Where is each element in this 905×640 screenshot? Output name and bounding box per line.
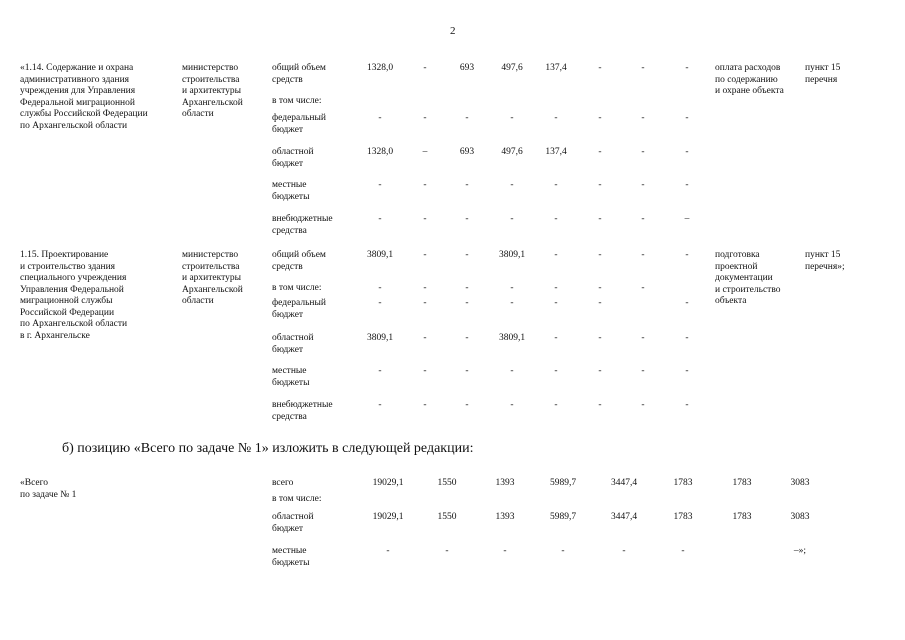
- sec-1-14-row-label-line: бюджет: [272, 158, 304, 169]
- sec-1-15-title-line: по Архангельской области: [20, 319, 128, 329]
- sec-1-14-cell: 693: [459, 63, 475, 73]
- sec-1-15-cell: -: [378, 298, 382, 308]
- sec-1-14-title-line: Федеральной миграционной: [20, 97, 135, 108]
- sec-1-15-cell: -: [641, 333, 645, 343]
- total-cell: 1783: [673, 512, 693, 522]
- sec-1-14-result-line: и охране объекта: [715, 86, 784, 96]
- sec-1-14-cell: -: [685, 180, 689, 190]
- sec-1-15-cell: -: [554, 250, 558, 260]
- total-cell: 19029,1: [372, 478, 404, 488]
- sec-1-15-cell: -: [510, 400, 514, 410]
- sec-1-15-cell: -: [465, 298, 469, 308]
- sec-1-15-cell: -: [598, 250, 602, 260]
- total-cell: 1393: [495, 478, 515, 488]
- sec-1-14-executor-line: министерство: [182, 63, 239, 73]
- total-cell: 3083: [790, 512, 810, 522]
- sec-1-15-cell: -: [554, 333, 558, 343]
- sec-1-14-row-label-line: средств: [272, 74, 303, 85]
- sec-1-15-cell: -: [554, 400, 558, 410]
- sec-1-14-cell: –: [422, 147, 428, 157]
- total-cell: 3447,4: [610, 512, 638, 522]
- sec-1-14-cell: -: [598, 180, 602, 190]
- sec-1-15-cell: -: [598, 298, 602, 308]
- sec-1-15-cell: -: [423, 400, 427, 410]
- total-row-label: [272, 494, 322, 506]
- sec-1-14-cell: 497,6: [501, 63, 523, 73]
- sec-1-14-row-label-line: местные: [272, 180, 307, 190]
- sec-1-15-executor-line: строительства: [182, 261, 240, 272]
- sec-1-15-result-line: документации: [715, 273, 773, 283]
- sec-1-14-title-line: по Архангельской области: [20, 120, 128, 131]
- sec-1-15-row-label: [272, 298, 326, 321]
- sec-1-14-result-line: по содержанию: [715, 74, 778, 85]
- sec-1-14-cell: -: [465, 214, 469, 224]
- sec-1-15-cell: -: [598, 333, 602, 343]
- sec-1-15-row-label-line: бюджет: [272, 309, 304, 320]
- sec-1-14-cell: -: [641, 147, 645, 157]
- sec-1-15-row-label-line: бюджет: [272, 344, 304, 355]
- sec-1-15-row-label: [272, 283, 322, 295]
- total-cell: 1550: [437, 512, 457, 522]
- sec-1-15-cell: -: [641, 366, 645, 376]
- sec-1-15-cell: -: [685, 250, 689, 260]
- sec-1-14-cell: 137,4: [545, 147, 567, 157]
- total-row-label-line: бюджеты: [272, 557, 310, 568]
- sec-1-14-title-line: административного здания: [20, 74, 130, 85]
- sec-1-15-cell: -: [685, 366, 689, 376]
- sec-1-14-cell: -: [641, 63, 645, 73]
- sec-1-15-executor: [182, 250, 243, 308]
- sec-1-14-cell: -: [378, 214, 382, 224]
- sec-1-14-title-line: службы Российской Федерации: [20, 109, 148, 119]
- sec-1-14-cell: -: [378, 113, 382, 123]
- sec-1-15-cell: -: [465, 366, 469, 376]
- sec-1-15-cell: 3809,1: [498, 250, 526, 260]
- sec-1-15-row-label-line: бюджеты: [272, 377, 310, 388]
- sec-1-14-row-label: [272, 180, 309, 203]
- sec-1-14-title-line: «1.14. Содержание и охрана: [20, 63, 134, 73]
- sec-1-15-cell: -: [685, 298, 689, 308]
- sec-1-15-cell: -: [378, 400, 382, 410]
- sec-1-14-row-label-line: бюджет: [272, 124, 304, 135]
- total-cell: 5989,7: [549, 478, 577, 488]
- sec-1-14-row-label: [272, 63, 326, 86]
- total-title: [20, 478, 76, 501]
- paragraph-b: б) позицию «Всего по задаче № 1» изложить в следующей редакции:: [62, 441, 474, 456]
- total-title-line: «Всего: [20, 478, 49, 488]
- sec-1-14-reference-line: перечня: [805, 74, 838, 85]
- sec-1-14-row-label: [272, 113, 326, 136]
- sec-1-14-cell: -: [641, 214, 645, 224]
- sec-1-15-cell: -: [554, 283, 558, 293]
- sec-1-14-reference-line: пункт 15: [805, 63, 841, 73]
- sec-1-15-cell: -: [641, 283, 645, 293]
- sec-1-15-row-label-line: федеральный: [272, 298, 326, 308]
- sec-1-15-cell: -: [598, 400, 602, 410]
- total-cell: -: [386, 546, 390, 556]
- sec-1-14-cell: -: [685, 113, 689, 123]
- sec-1-15-executor-line: министерство: [182, 250, 239, 260]
- sec-1-15-cell: 3809,1: [366, 333, 394, 343]
- sec-1-15-cell: -: [423, 250, 427, 260]
- total-cell: 1783: [673, 478, 693, 488]
- sec-1-15-title-line: Управления Федеральной: [20, 284, 124, 295]
- sec-1-15-row-label: [272, 250, 326, 273]
- sec-1-15-result: [715, 250, 781, 308]
- total-title-line: по задаче № 1: [20, 489, 77, 500]
- sec-1-14-cell: -: [554, 214, 558, 224]
- total-cell: 1783: [732, 478, 752, 488]
- total-cell: 3447,4: [610, 478, 638, 488]
- sec-1-14-cell: -: [685, 147, 689, 157]
- page-number: 2: [450, 25, 456, 37]
- sec-1-14-executor-line: строительства: [182, 74, 240, 85]
- total-row-label-line: бюджет: [272, 523, 304, 534]
- sec-1-14-executor: [182, 63, 243, 121]
- total-cell: 1550: [437, 478, 457, 488]
- sec-1-15-row-label-line: средств: [272, 261, 303, 272]
- sec-1-14-row-label-line: в том числе:: [272, 96, 322, 106]
- sec-1-15-reference: [805, 250, 845, 273]
- sec-1-14-row-label: [272, 96, 322, 108]
- sec-1-15-cell: -: [465, 400, 469, 410]
- sec-1-15-cell: -: [598, 283, 602, 293]
- sec-1-15-result-line: объекта: [715, 296, 747, 306]
- sec-1-15-cell: -: [641, 250, 645, 260]
- sec-1-15-executor-line: Архангельской: [182, 284, 243, 295]
- total-row-label-line: местные: [272, 546, 307, 556]
- sec-1-14-cell: 497,6: [501, 147, 523, 157]
- total-cell: -: [622, 546, 626, 556]
- sec-1-15-row-label-line: в том числе:: [272, 283, 322, 293]
- sec-1-15-title-line: миграционной службы: [20, 296, 113, 306]
- sec-1-15-row-label: [272, 333, 314, 356]
- sec-1-14-row-label: [272, 147, 314, 170]
- sec-1-15-row-label-line: внебюджетные: [272, 400, 333, 410]
- sec-1-15-row-label-line: средства: [272, 411, 307, 422]
- sec-1-14-cell: -: [641, 180, 645, 190]
- sec-1-15-cell: -: [423, 366, 427, 376]
- sec-1-15-cell: 3809,1: [498, 333, 526, 343]
- sec-1-15-executor-line: области: [182, 296, 214, 306]
- sec-1-15-cell: -: [685, 400, 689, 410]
- sec-1-14-row-label-line: федеральный: [272, 113, 326, 123]
- sec-1-15-row-label: [272, 400, 333, 423]
- sec-1-14-result: [715, 63, 784, 98]
- sec-1-15-cell: 3809,1: [366, 250, 394, 260]
- sec-1-15-cell: -: [465, 250, 469, 260]
- sec-1-15-executor-line: и архитектуры: [182, 273, 242, 283]
- total-cell: –»;: [793, 546, 807, 556]
- sec-1-15-cell: -: [423, 298, 427, 308]
- total-cell: -: [561, 546, 565, 556]
- sec-1-14-result-line: оплата расходов: [715, 63, 781, 73]
- sec-1-14-row-label-line: областной: [272, 147, 314, 157]
- sec-1-14-cell: -: [465, 180, 469, 190]
- sec-1-15-title-line: специального учреждения: [20, 273, 127, 283]
- sec-1-14-cell: -: [465, 113, 469, 123]
- sec-1-15-cell: -: [554, 366, 558, 376]
- total-cell: 3083: [790, 478, 810, 488]
- sec-1-15-cell: -: [510, 283, 514, 293]
- sec-1-15-cell: -: [423, 333, 427, 343]
- sec-1-15-reference-line: перечня»;: [805, 261, 845, 272]
- sec-1-14-cell: -: [510, 214, 514, 224]
- sec-1-14-cell: -: [554, 113, 558, 123]
- total-cell: 19029,1: [372, 512, 404, 522]
- total-cell: 1393: [495, 512, 515, 522]
- sec-1-14-cell: -: [554, 180, 558, 190]
- sec-1-14-title-line: учреждения для Управления: [20, 86, 136, 96]
- sec-1-14-cell: -: [423, 63, 427, 73]
- sec-1-14-cell: 137,4: [545, 63, 567, 73]
- sec-1-14-row-label-line: средства: [272, 225, 307, 236]
- sec-1-15-cell: -: [423, 283, 427, 293]
- total-cell: -: [681, 546, 685, 556]
- sec-1-14-cell: -: [641, 113, 645, 123]
- sec-1-14-row-label-line: общий объем: [272, 63, 326, 73]
- sec-1-15-result-line: проектной: [715, 261, 758, 272]
- sec-1-14-cell: 693: [459, 147, 475, 157]
- sec-1-14-executor-line: Архангельской: [182, 97, 243, 108]
- sec-1-14-cell: -: [510, 113, 514, 123]
- total-row-label: [272, 512, 314, 535]
- sec-1-14-row-label-line: внебюджетные: [272, 214, 333, 224]
- sec-1-14-cell: 1328,0: [366, 147, 394, 157]
- sec-1-15-row-label-line: местные: [272, 366, 307, 376]
- sec-1-14-title: [20, 63, 148, 132]
- sec-1-14-cell: -: [598, 63, 602, 73]
- sec-1-15-title-line: и строительство здания: [20, 261, 116, 272]
- total-row-label: [272, 546, 309, 569]
- sec-1-15-title-line: 1.15. Проектирование: [20, 250, 109, 260]
- sec-1-14-cell: -: [423, 113, 427, 123]
- sec-1-14-cell: -: [423, 214, 427, 224]
- sec-1-14-row-label-line: бюджеты: [272, 191, 310, 202]
- sec-1-15-cell: -: [598, 366, 602, 376]
- sec-1-15-cell: -: [465, 283, 469, 293]
- total-cell: 5989,7: [549, 512, 577, 522]
- total-cell: 1783: [732, 512, 752, 522]
- sec-1-14-cell: -: [423, 180, 427, 190]
- sec-1-15-cell: -: [685, 333, 689, 343]
- sec-1-15-result-line: подготовка: [715, 250, 760, 260]
- sec-1-14-cell: -: [598, 147, 602, 157]
- total-cell: -: [503, 546, 507, 556]
- sec-1-14-cell: -: [378, 180, 382, 190]
- sec-1-15-title-line: в г. Архангельске: [20, 330, 90, 341]
- sec-1-15-cell: -: [554, 298, 558, 308]
- total-row-label-line: всего: [272, 478, 294, 488]
- sec-1-14-cell: 1328,0: [366, 63, 394, 73]
- sec-1-15-cell: -: [378, 366, 382, 376]
- sec-1-14-cell: -: [598, 113, 602, 123]
- sec-1-15-title-line: Российской Федерации: [20, 307, 115, 318]
- sec-1-15-title: [20, 250, 127, 342]
- sec-1-14-executor-line: и архитектуры: [182, 86, 242, 96]
- total-row-label-line: в том числе:: [272, 494, 322, 504]
- total-cell: -: [445, 546, 449, 556]
- sec-1-15-cell: -: [465, 333, 469, 343]
- sec-1-14-cell: –: [684, 214, 690, 224]
- sec-1-15-cell: -: [510, 298, 514, 308]
- sec-1-14-row-label: [272, 214, 333, 237]
- sec-1-15-cell: -: [641, 400, 645, 410]
- total-row-label-line: областной: [272, 512, 314, 522]
- sec-1-15-row-label: [272, 366, 309, 389]
- sec-1-15-cell: -: [510, 366, 514, 376]
- sec-1-15-row-label-line: общий объем: [272, 250, 326, 260]
- total-row-label: [272, 478, 293, 490]
- sec-1-15-cell: -: [378, 283, 382, 293]
- sec-1-14-executor-line: области: [182, 109, 214, 119]
- sec-1-15-result-line: и строительство: [715, 284, 781, 295]
- sec-1-15-row-label-line: областной: [272, 333, 314, 343]
- sec-1-14-cell: -: [685, 63, 689, 73]
- sec-1-14-cell: -: [510, 180, 514, 190]
- sec-1-14-cell: -: [598, 214, 602, 224]
- sec-1-15-reference-line: пункт 15: [805, 250, 841, 260]
- sec-1-14-reference: [805, 63, 840, 86]
